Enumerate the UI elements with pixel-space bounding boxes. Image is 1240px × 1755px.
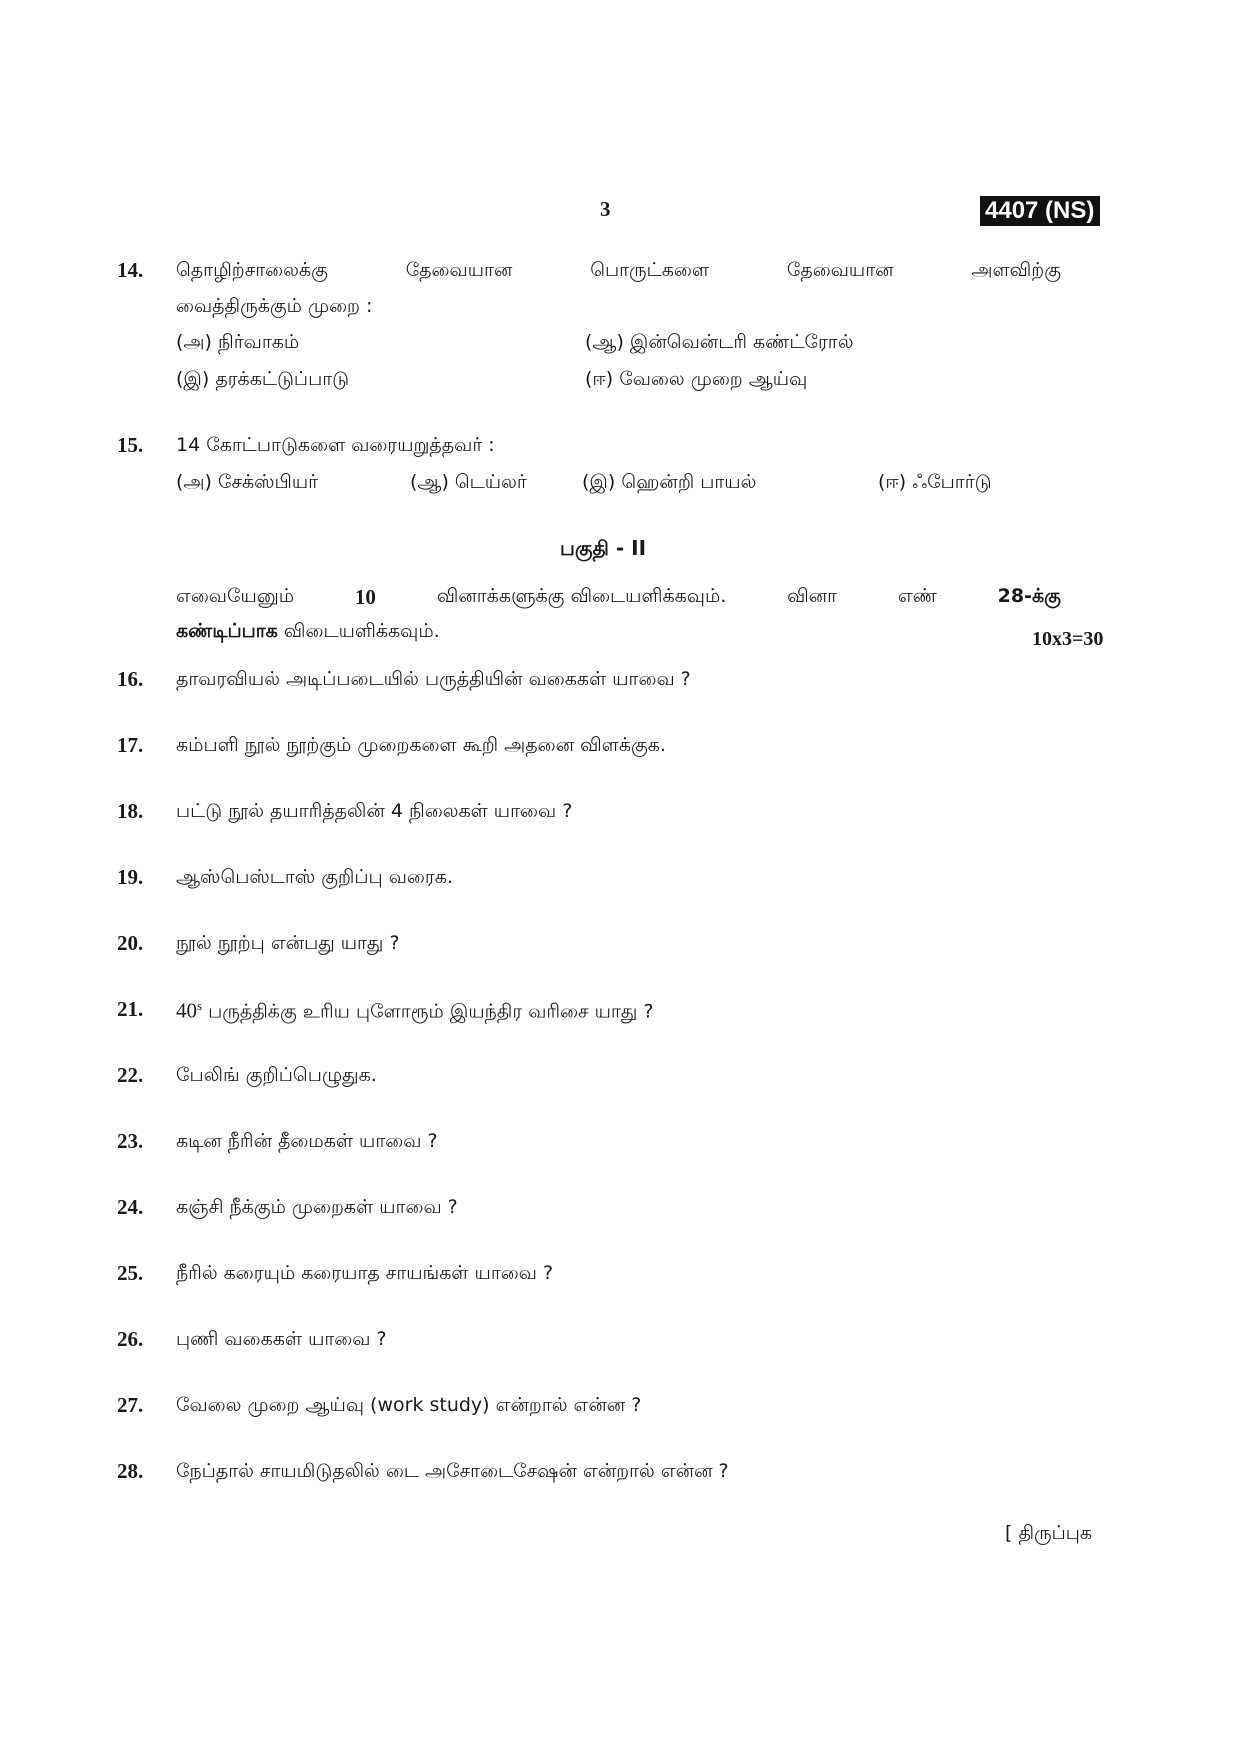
option-c: (இ) தரக்கட்டுப்பாடு <box>176 368 350 390</box>
question-text-line <box>176 259 1061 284</box>
question-word: பொருட்களை <box>590 259 710 281</box>
turn-over-note: [ திருப்புக <box>1005 1522 1093 1544</box>
question-number: 18. <box>117 799 144 823</box>
question-text-line: வைத்திருக்கும் முறை : <box>176 295 373 317</box>
question-word: தேவையான <box>786 259 894 281</box>
question-text: 14 கோட்பாடுகளை வரையறுத்தவர் : <box>176 434 495 456</box>
instruction-count: 10 <box>354 585 376 609</box>
question-number: 25. <box>117 1261 144 1285</box>
question-number: 16. <box>117 667 144 691</box>
question-text: நேப்தால் சாயமிடுதலில் டை அசோடைசேஷன் என்றால் என்ன ? <box>176 1460 729 1482</box>
question-text <box>176 998 653 1025</box>
option-d: (ஈ) வேலை முறை ஆய்வு <box>585 368 808 390</box>
question-number: 28. <box>117 1459 144 1483</box>
question-text: ஆஸ்பெஸ்டாஸ் குறிப்பு வரைக. <box>176 866 453 888</box>
instruction-word: எண் <box>897 585 937 607</box>
instruction-emphasis: கண்டிப்பாக <box>176 620 278 642</box>
question-text: தாவரவியல் அடிப்படையில் பருத்தியின் வகைகள் யாவை ? <box>176 668 691 690</box>
question-number: 22. <box>117 1063 144 1087</box>
option-a: (அ) சேக்ஸ்பியர் <box>176 471 319 493</box>
paper-code: 4407 (NS) <box>980 196 1100 226</box>
question-number: 23. <box>117 1129 144 1153</box>
instruction-word: விடையளிக்கவும். <box>277 620 440 642</box>
question-number: 19. <box>117 865 144 889</box>
option-c: (இ) ஹென்றி பாயல் <box>582 471 757 493</box>
question-number: 20. <box>117 931 144 955</box>
question-word: தேவையான <box>405 259 513 281</box>
question-number: 21. <box>117 997 144 1021</box>
question-text: கடின நீரின் தீமைகள் யாவை ? <box>176 1130 438 1152</box>
question-text-rest: பருத்திக்கு உரிய புளோரூம் இயந்திர வரிசை யாது ? <box>202 1000 654 1023</box>
option-a: (அ) நிர்வாகம் <box>176 331 300 353</box>
question-number: 27. <box>117 1393 144 1417</box>
question-number: 17. <box>117 733 144 757</box>
section-instruction-line <box>176 585 1061 610</box>
question-text: பட்டு நூல் தயாரித்தலின் 4 நிலைகள் யாவை ? <box>176 800 573 822</box>
question-text: கஞ்சி நீக்கும் முறைகள் யாவை ? <box>176 1196 458 1218</box>
option-b: (ஆ) டெய்லர் <box>410 471 527 493</box>
section-title: பகுதி - II <box>560 536 647 560</box>
page-number: 3 <box>600 197 611 221</box>
instruction-word: எவையேனும் <box>176 585 295 607</box>
question-text: பேலிங் குறிப்பெழுதுக. <box>176 1064 377 1086</box>
question-text-number: 40 <box>176 998 197 1023</box>
question-number: 24. <box>117 1195 144 1219</box>
question-text: புணி வகைகள் யாவை ? <box>176 1328 387 1350</box>
marks-allocation: 10x3=30 <box>1032 628 1104 650</box>
question-text-superscript: s <box>197 998 203 1013</box>
question-number: 26. <box>117 1327 144 1351</box>
question-number: 14. <box>117 258 144 282</box>
question-text: வேலை முறை ஆய்வு (work study) என்றால் என்ன ? <box>176 1394 642 1416</box>
question-word: தொழிற்சாலைக்கு <box>176 259 328 281</box>
section-instruction-line <box>176 620 440 645</box>
instruction-word: வினாக்களுக்கு விடையளிக்கவும். <box>436 585 727 607</box>
option-b: (ஆ) இன்வென்டரி கண்ட்ரோல் <box>585 331 854 353</box>
question-text: நீரில் கரையும் கரையாத சாயங்கள் யாவை ? <box>176 1262 554 1284</box>
question-number: 15. <box>117 433 144 457</box>
option-d: (ஈ) ஃபோர்டு <box>878 471 992 493</box>
instruction-question-ref: 28-க்கு <box>997 585 1061 607</box>
question-text: கம்பளி நூல் நூற்கும் முறைகளை கூறி அதனை விளக்குக. <box>176 734 666 756</box>
instruction-word: வினா <box>787 585 838 607</box>
question-word: அளவிற்கு <box>971 259 1061 281</box>
question-text: நூல் நூற்பு என்பது யாது ? <box>176 932 400 954</box>
